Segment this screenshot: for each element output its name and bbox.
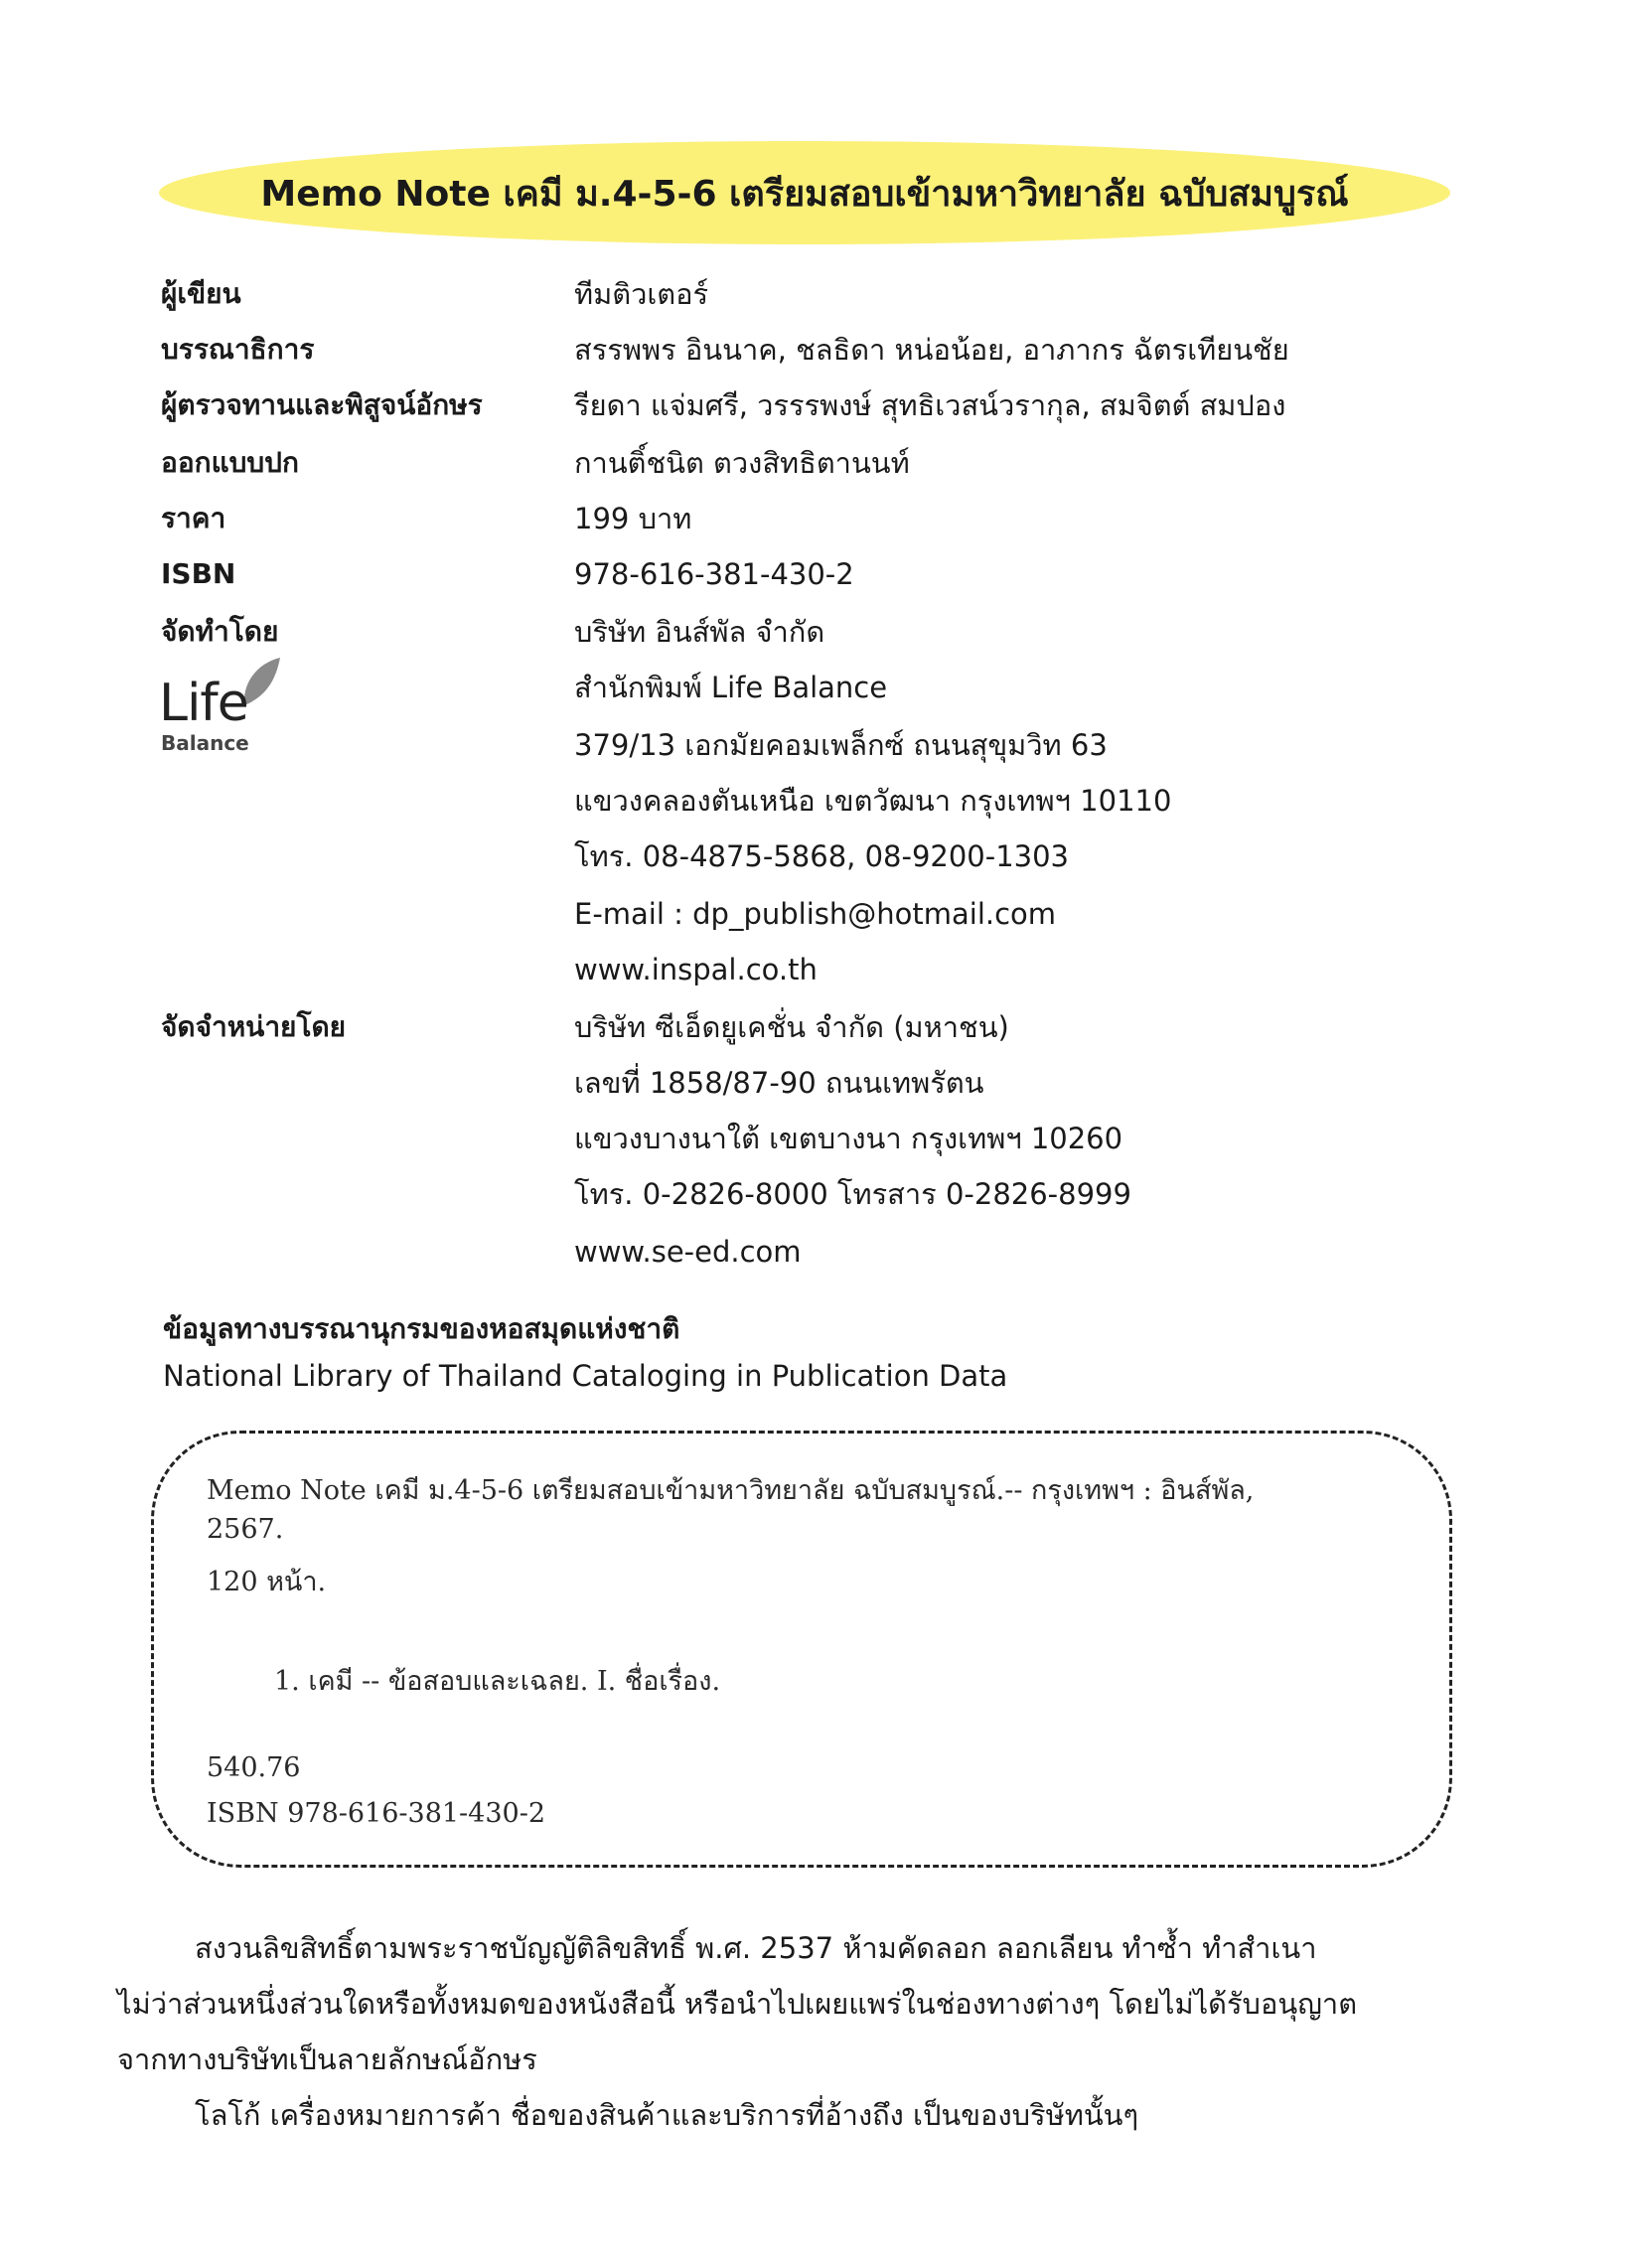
credit-row-proofreader bbox=[0, 381, 1642, 429]
credit-value: 978-616-381-430-2 bbox=[574, 557, 854, 591]
credit-label: บรรณาธิการ bbox=[161, 333, 315, 366]
credit-row-editor bbox=[0, 326, 1642, 374]
credit-label: ผู้ตรวจทานและพิสูจน์อักษร bbox=[161, 388, 483, 421]
credit-value: ทีมติวเตอร์ bbox=[574, 277, 709, 311]
distributor-line-row bbox=[0, 1170, 1642, 1218]
credit-label: ผู้เขียน bbox=[161, 277, 241, 310]
publisher-line-row bbox=[0, 777, 1642, 825]
credit-value: กานติ์ชนิต ตวงสิทธิตานนท์ bbox=[574, 446, 910, 480]
publisher-line-row bbox=[0, 832, 1642, 880]
credit-row-cover-design bbox=[0, 439, 1642, 487]
publisher-line: www.inspal.co.th bbox=[574, 953, 818, 986]
page-title: Memo Note เคมี ม.4-5-6 เตรียมสอบเข้ามหาวิทยาลัย ฉบับสมบูรณ์ bbox=[260, 173, 1349, 215]
credit-row-isbn bbox=[0, 550, 1642, 598]
cip-heading-th: ข้อมูลทางบรรณานุกรมของหอสมุดแห่งชาติ bbox=[163, 1312, 680, 1345]
distributor-line: บริษัท ซีเอ็ดยูเคชั่น จำกัด (มหาชน) bbox=[574, 1010, 1009, 1044]
cip-classification-line: 540.76 bbox=[207, 1752, 301, 1783]
distributor-line: www.se-ed.com bbox=[574, 1235, 802, 1269]
life-balance-logo bbox=[157, 656, 286, 755]
credit-row-price bbox=[0, 495, 1642, 542]
distributor-line-row bbox=[0, 1115, 1642, 1162]
publisher-line: 379/13 เอกมัยคอมเพล็กซ์ ถนนสุขุมวิท 63 bbox=[574, 728, 1108, 762]
distributor-line: แขวงบางนาใต้ เขตบางนา กรุงเทพฯ 10260 bbox=[574, 1122, 1123, 1155]
copyright-line: จากทางบริษัทเป็นลายลักษณ์อักษร bbox=[117, 2042, 537, 2076]
distributor-line-row bbox=[0, 1228, 1642, 1276]
publisher-line: บริษัท อินส์พัล จำกัด bbox=[574, 615, 825, 649]
credit-label: ISBN bbox=[161, 557, 236, 590]
credit-value: รียดา แจ่มศรี, วรรรพงษ์ สุทธิเวสน์วรากุล, สมจิตต์ สมปอง bbox=[574, 388, 1286, 422]
distributor-line-row bbox=[0, 1059, 1642, 1107]
publisher-line-row bbox=[0, 946, 1642, 993]
title-banner bbox=[159, 141, 1450, 244]
distributor-row bbox=[0, 1003, 1642, 1051]
credit-label: ออกแบบปก bbox=[161, 446, 299, 479]
trademark-line: โลโก้ เครื่องหมายการค้า ชื่อของสินค้าและบริการที่อ้างถึง เป็นของบริษัทนั้นๆ bbox=[195, 2098, 1139, 2132]
cip-heading-en: National Library of Thailand Cataloging in Publication Data bbox=[163, 1359, 1008, 1393]
credit-value: สรรพพร อินนาค, ชลธิดา หน่อน้อย, อาภากร ฉัตรเทียนชัย bbox=[574, 333, 1289, 367]
distributor-line: เลขที่ 1858/87-90 ถนนเทพรัตน bbox=[574, 1066, 984, 1100]
copyright-line: ไม่ว่าส่วนหนึ่งส่วนใดหรือทั้งหมดของหนังสือนี้ หรือนำไปเผยแพร่ในช่องทางต่างๆ โดยไม่ได้รับอนุญาต bbox=[117, 1987, 1358, 2021]
cip-isbn-line: ISBN 978-616-381-430-2 bbox=[207, 1798, 546, 1829]
logo-subtext: Balance bbox=[161, 731, 249, 755]
publisher-label: จัดทำโดย bbox=[161, 615, 279, 648]
publisher-line: E-mail : dp_publish@hotmail.com bbox=[574, 897, 1057, 931]
cip-subject-line: 1. เคมี -- ข้อสอบและเฉลย. I. ชื่อเรื่อง. bbox=[274, 1666, 721, 1697]
credit-row-author bbox=[0, 270, 1642, 318]
logo-text: Life bbox=[159, 674, 248, 733]
cip-title-line: Memo Note เคมี ม.4-5-6 เตรียมสอบเข้ามหาวิทยาลัย ฉบับสมบูรณ์.-- กรุงเทพฯ : อินส์พัล, bbox=[207, 1475, 1255, 1506]
credit-value: 199 บาท bbox=[574, 502, 692, 535]
publisher-line-row bbox=[0, 890, 1642, 938]
publisher-line: แขวงคลองตันเหนือ เขตวัฒนา กรุงเทพฯ 10110 bbox=[574, 784, 1172, 818]
publisher-row bbox=[0, 608, 1642, 656]
credit-label: ราคา bbox=[161, 502, 226, 534]
publisher-line: สำนักพิมพ์ Life Balance bbox=[574, 671, 888, 704]
cip-pages-line: 120 หน้า. bbox=[207, 1567, 327, 1597]
copyright-line: สงวนลิขสิทธิ์ตามพระราชบัญญัติลิขสิทธิ์ พ.ศ. 2537 ห้ามคัดลอก ลอกเลียน ทำซ้ำ ทำสำเนา bbox=[195, 1931, 1317, 1965]
publisher-line: โทร. 08-4875-5868, 08-9200-1303 bbox=[574, 839, 1070, 873]
distributor-label: จัดจำหน่ายโดย bbox=[161, 1010, 347, 1043]
cip-year-line: 2567. bbox=[207, 1514, 284, 1545]
distributor-line: โทร. 0-2826-8000 โทรสาร 0-2826-8999 bbox=[574, 1177, 1131, 1211]
